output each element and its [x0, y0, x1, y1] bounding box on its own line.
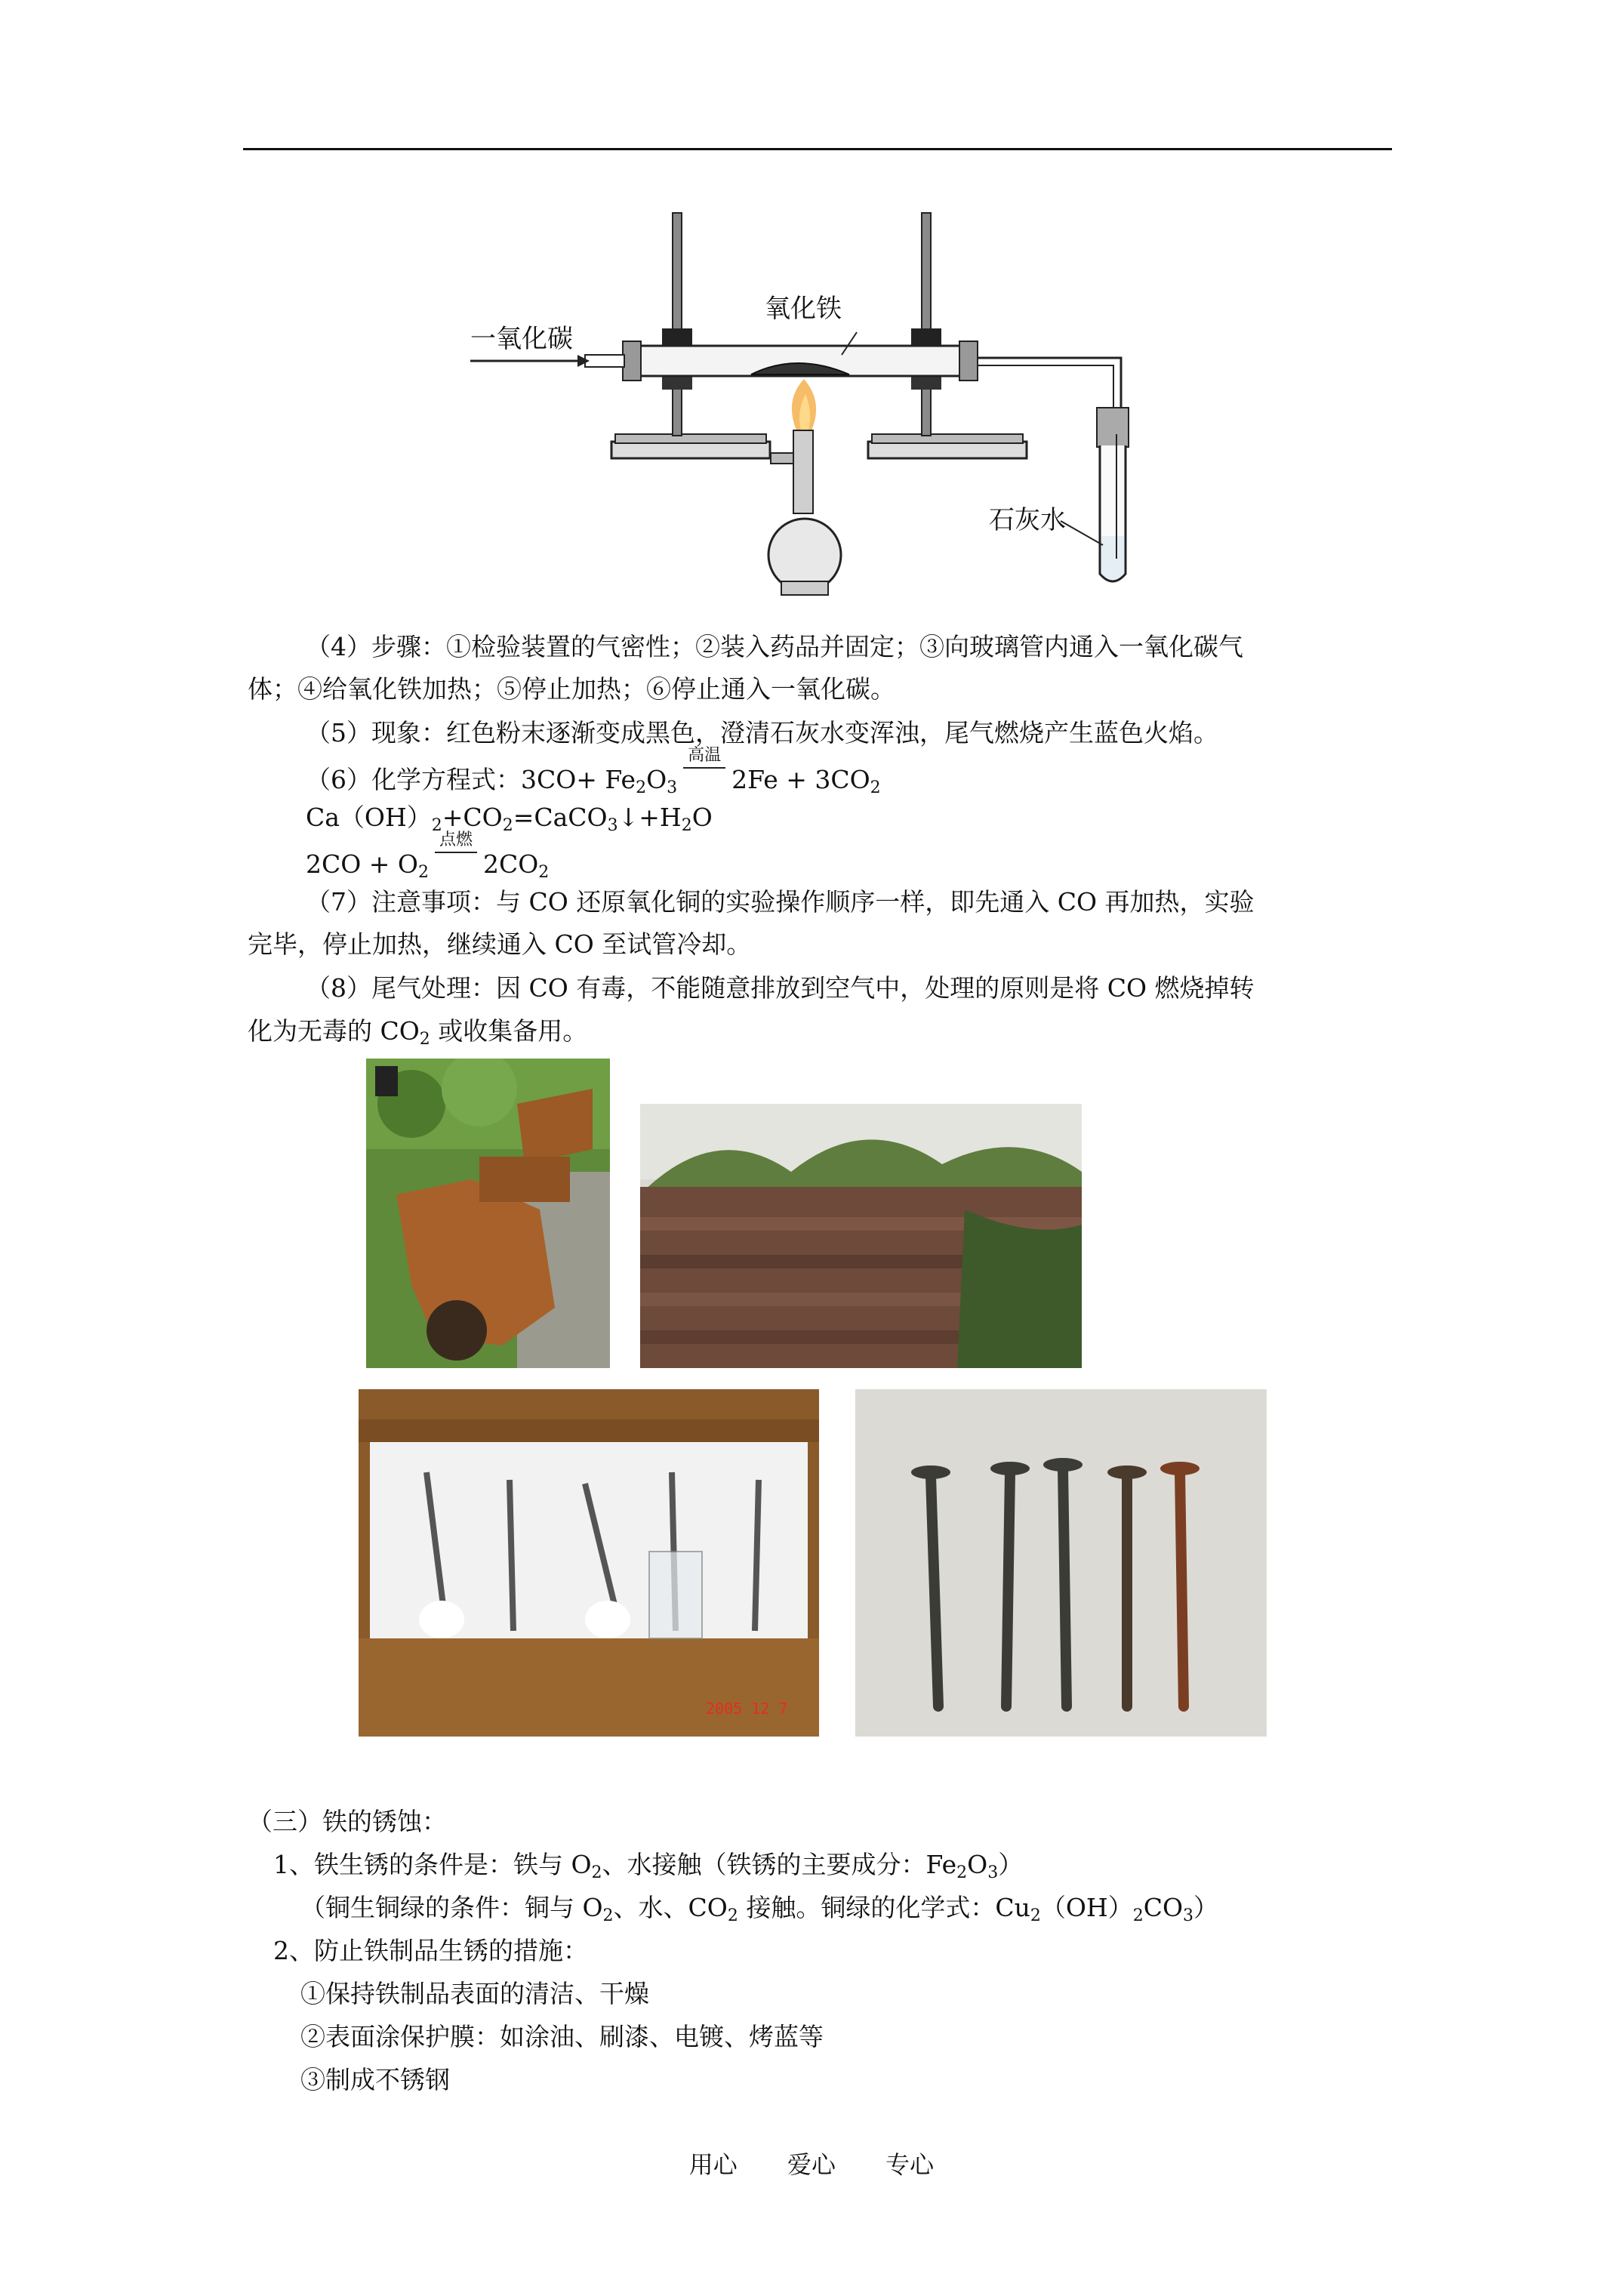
measure-1: ①保持铁制品表面的清洁、干燥: [300, 1979, 649, 2008]
step-4-line-2: 体；④给氧化铁加热；⑤停止加热；⑥停止通入一氧化碳。: [248, 674, 895, 704]
reaction-condition-high-temp: 高温: [683, 760, 725, 790]
copper-green-note: （铜生铜绿的条件：铜与 $O_2$、水、$CO_2$ 接触。铜绿的化学式：$Cu_2(OH)_2CO_3$）: [300, 1893, 1219, 1925]
rust-prevention-item-2: 2、防止铁制品生锈的措施：: [273, 1936, 588, 1965]
equation-3: $2CO + O_2$ 点燃 $2CO_2$: [306, 831, 550, 882]
step-5: （5）现象：红色粉末逐渐变成黑色，澄清石灰水变浑浊，尾气燃烧产生蓝色火焰。: [306, 718, 1218, 747]
section-3-heading: （三）铁的锈蚀：: [248, 1807, 447, 1836]
measure-2: ②表面涂保护膜：如涂油、刷漆、电镀、烤蓝等: [300, 2022, 824, 2051]
nails-comparison-photo: [855, 1389, 1267, 1737]
step-8-line-1: （8）尾气处理：因 CO 有毒，不能随意排放到空气中，处理的原则是将 CO 燃烧掉转: [306, 973, 1255, 1003]
rusted-rails-photo: [640, 1104, 1082, 1368]
photo-date-stamp: 2005 12 7: [706, 1700, 788, 1718]
equation-2: $Ca(OH)_2+CO_2=CaCO_3↓+H_2O$: [306, 803, 713, 835]
measure-3: ③制成不锈钢: [300, 2065, 450, 2094]
test-tube-nails-photo: [359, 1389, 819, 1737]
label-carbon-monoxide: 一氧化碳: [470, 324, 573, 354]
header-rule: [243, 148, 1392, 150]
step-8-line-2: 化为无毒的 $CO_2$ 或收集备用。: [248, 1016, 588, 1049]
label-limewater: 石灰水: [989, 505, 1066, 535]
page-footer: [0, 2146, 1623, 2180]
reaction-condition-ignite: 点燃: [435, 844, 477, 874]
footer-b: 爱心: [787, 2150, 836, 2179]
step-4-line-1: （4）步骤：①检验装置的气密性；②装入药品并固定；③向玻璃管内通入一氧化碳气: [306, 632, 1243, 661]
label-iron-oxide: 氧化铁: [765, 294, 842, 324]
footer-a: 用心: [688, 2150, 738, 2179]
step-6-equation-1: （6）化学方程式：$3CO+ Fe_2O_3$ 高温 $2Fe + 3CO_2$: [306, 746, 881, 797]
rusted-scooter-photo: [366, 1059, 610, 1368]
step-7-line-1: （7）注意事项：与 CO 还原氧化铜的实验操作顺序一样，即先通入 CO 再加热，实验: [306, 887, 1255, 917]
rust-condition-item-1: 1、铁生锈的条件是：铁与 $O_2$、水接触（铁锈的主要成分：$Fe_2O_3$）: [273, 1850, 1024, 1882]
footer-c: 专心: [885, 2150, 935, 2179]
co-reduction-apparatus-diagram: [464, 204, 1166, 600]
step-7-line-2: 完毕，停止加热，继续通入 CO 至试管冷却。: [248, 929, 752, 959]
